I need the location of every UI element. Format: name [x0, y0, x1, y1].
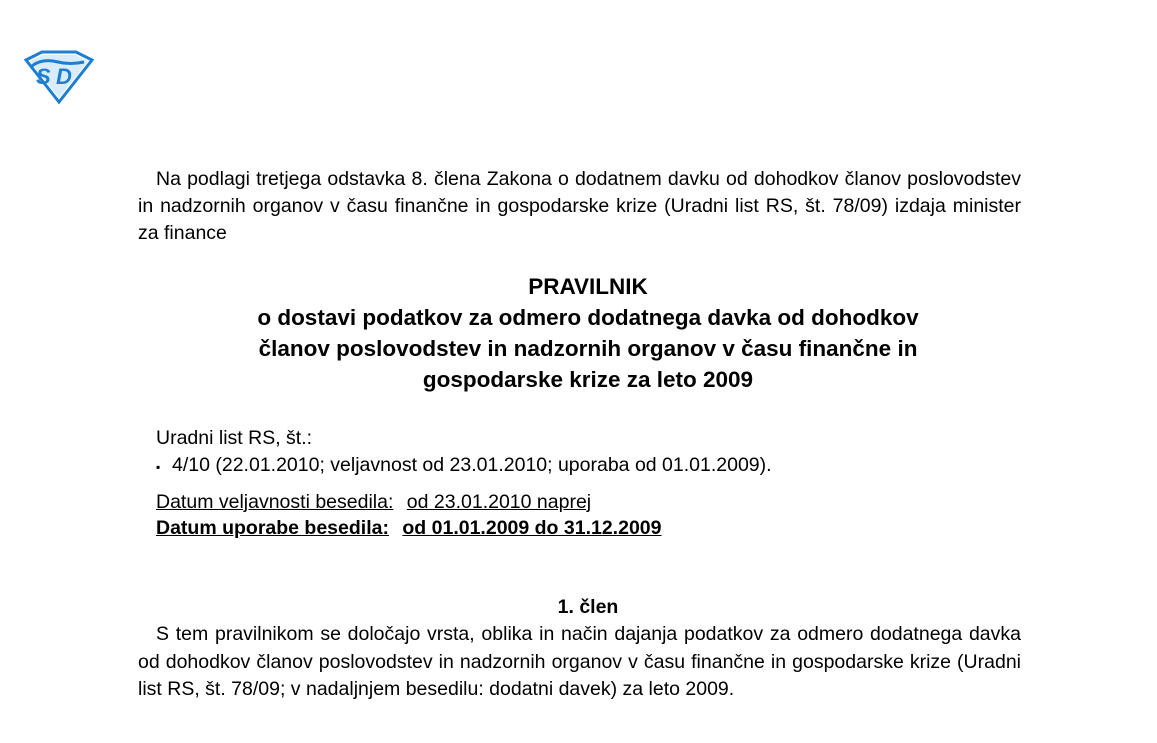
text-validity-value: od 23.01.2010 naprej: [406, 491, 592, 513]
svg-text:D: D: [56, 64, 72, 89]
validity-dates: [156, 489, 661, 541]
sd-shield-logo-icon: [22, 50, 96, 104]
svg-text:S: S: [36, 64, 51, 89]
title-line-3: gospodarske krize za leto 2009: [422, 367, 754, 392]
title-heading: PRAVILNIK: [528, 274, 648, 299]
intro-paragraph: Na podlagi tretjega odstavka 8. člena Zakona o dodatnem davku od dohodkov članov poslovodstev in nadzornih organov v času finančne in gospodarske krize (Uradni list RS, št. 78/09) izdaja minister za finance: [138, 168, 1021, 244]
article-1-title: 1. člen: [557, 596, 619, 618]
title-line-2: članov poslovodstev in nadzornih organov v času finančne in: [258, 336, 918, 361]
regulation-title: [138, 271, 1038, 395]
gazette-reference: [156, 425, 772, 481]
gazette-label: Uradni list RS, št.:: [156, 427, 313, 449]
text-validity-label: Datum veljavnosti besedila:: [156, 491, 394, 513]
gazette-entry: 4/10 (22.01.2010; veljavnost od 23.01.2010; uporaba od 01.01.2009).: [172, 454, 772, 476]
article-1-body: S tem pravilnikom se določajo vrsta, oblika in način dajanja podatkov za odmero dodatnega davka od dohodkov članov poslovodstev in nadzornih organov v času finančne in gospodarske krize (Uradni list RS, št. 78/09; v nadaljnjem besedilu: dodatni davek) za leto 2009.: [138, 623, 1021, 700]
text-use-label: Datum uporabe besedila:: [156, 517, 389, 539]
text-validity-row: [156, 489, 661, 515]
bullet-icon: ▪: [156, 460, 161, 474]
title-line-1: o dostavi podatkov za odmero dodatnega davka od dohodkov: [257, 305, 919, 330]
gazette-entry-row: [156, 452, 772, 481]
text-use-value: od 01.01.2009 do 31.12.2009: [402, 517, 662, 539]
text-use-row: [156, 515, 661, 541]
